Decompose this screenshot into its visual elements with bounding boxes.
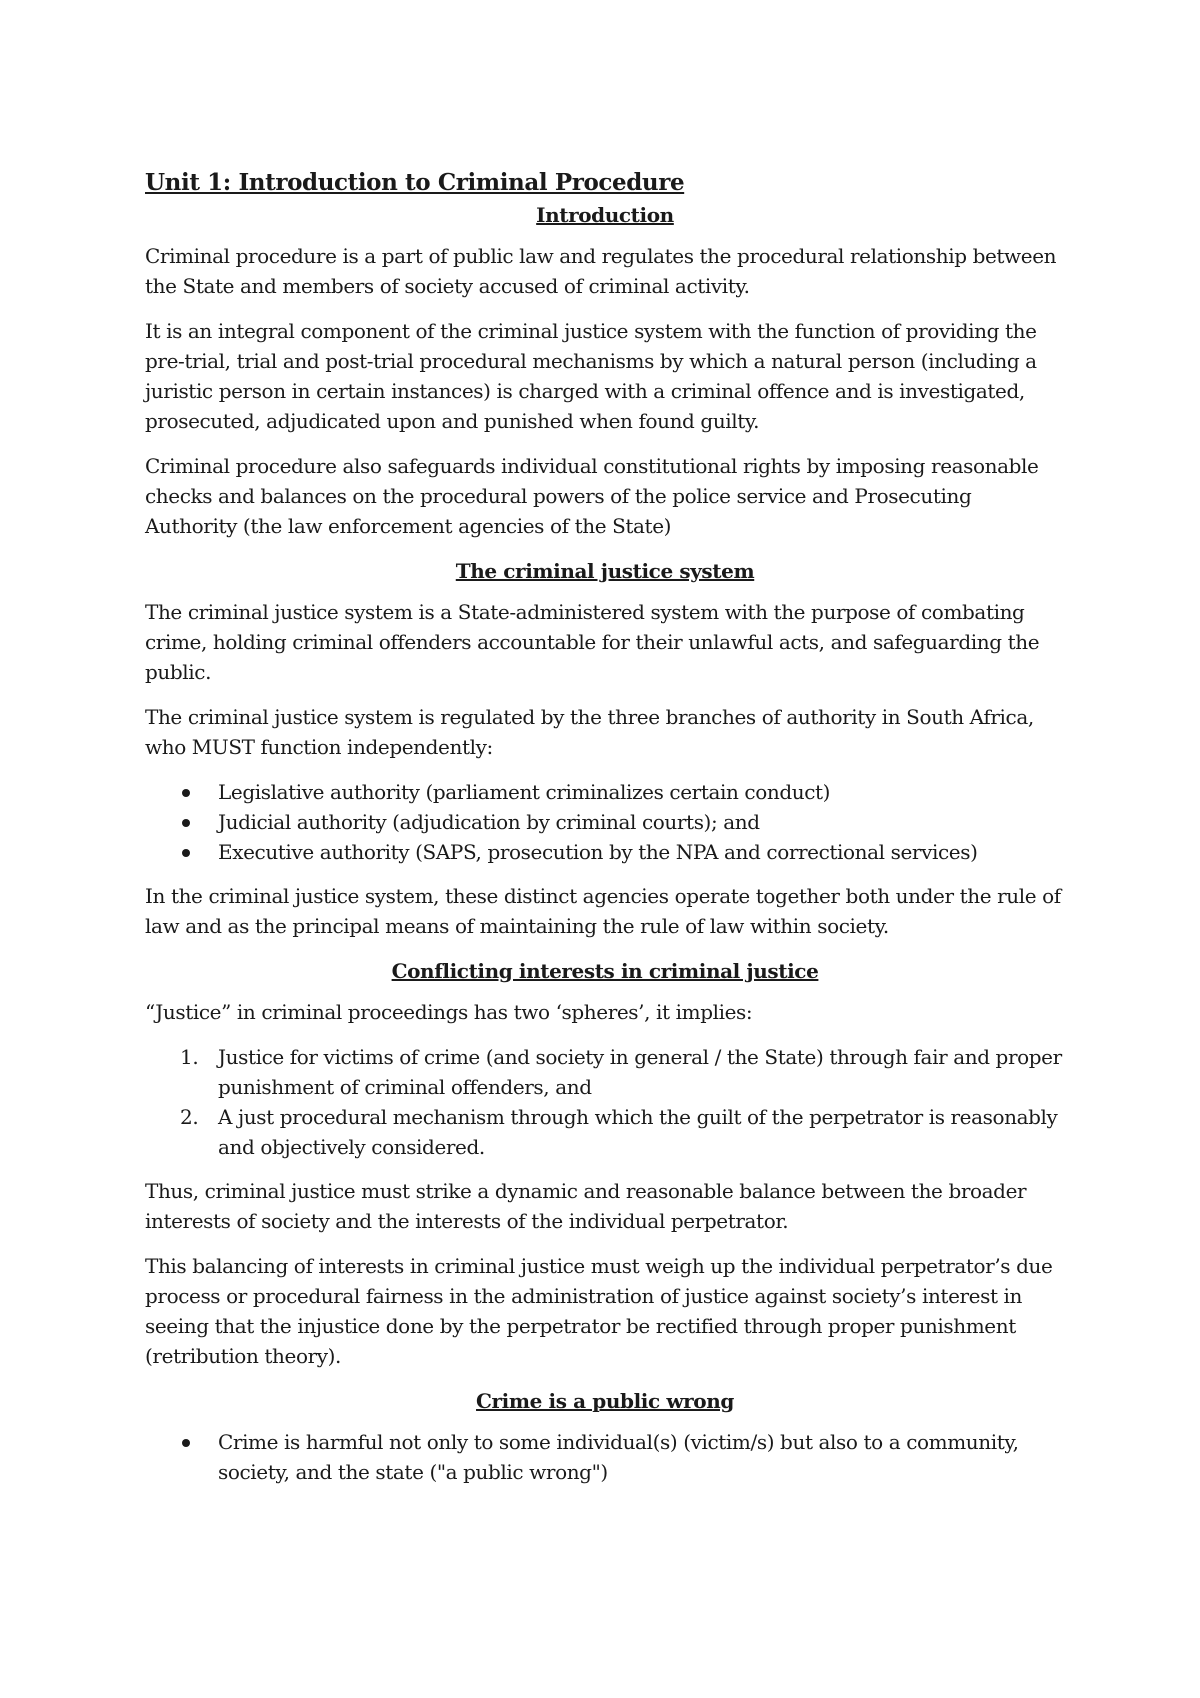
list-item-text: Justice for victims of crime (and society in general / the State) through fair and proper punishment of criminal offenders, and — [218, 1045, 1062, 1099]
document-page — [145, 168, 1065, 1501]
list-item — [180, 1102, 1065, 1162]
heading-introduction: Introduction — [536, 203, 674, 227]
system-paragraph-2: The criminal justice system is regulated by the three branches of authority in South Africa, who MUST function independently: — [145, 705, 1034, 759]
list-number: 1. — [180, 1045, 199, 1069]
list-number: 2. — [180, 1105, 199, 1129]
list-item — [218, 777, 1065, 807]
list-item — [218, 1427, 1065, 1487]
conflicting-intro-paragraph: “Justice” in criminal proceedings has two ‘spheres’, it implies: — [145, 1000, 753, 1024]
bullet-icon — [182, 789, 190, 797]
intro-paragraph-3: Criminal procedure also safeguards individual constitutional rights by imposing reasonable checks and balances on the procedural powers of the police service and Prosecuting Authority (the law enforcement agencies of the State) — [145, 454, 1039, 538]
conflicting-paragraph-2: This balancing of interests in criminal justice must weigh up the individual perpetrator’s due process or procedural fairness in the administration of justice against society’s interest in seeing that the injustice done by the perpetrator be rectified through proper punishment (retribution theory). — [145, 1254, 1053, 1368]
list-item-text: Judicial authority (adjudication by criminal courts); and — [218, 810, 760, 834]
heading-conflicting-interests: Conflicting interests in criminal justice — [391, 959, 819, 983]
spheres-list — [145, 1042, 1065, 1162]
system-closing-paragraph: In the criminal justice system, these distinct agencies operate together both under the rule of law and as the principal means of maintaining the rule of law within society. — [145, 884, 1061, 938]
public-wrong-list — [145, 1427, 1065, 1487]
intro-paragraph-1: Criminal procedure is a part of public law and regulates the procedural relationship between the State and members of society accused of criminal activity. — [145, 244, 1057, 298]
bullet-icon — [182, 1439, 190, 1447]
system-paragraph-1: The criminal justice system is a State-administered system with the purpose of combating crime, holding criminal offenders accountable for their unlawful acts, and safeguarding the public. — [145, 600, 1040, 684]
branches-list — [145, 777, 1065, 867]
document-title: Unit 1: Introduction to Criminal Procedure — [145, 169, 685, 196]
bullet-icon — [182, 849, 190, 857]
list-item — [218, 837, 1065, 867]
list-item — [180, 1042, 1065, 1102]
list-item-text: Crime is harmful not only to some individual(s) (victim/s) but also to a community, society, and the state ("a public wrong") — [218, 1430, 1019, 1484]
intro-paragraph-2: It is an integral component of the criminal justice system with the function of providing the pre-trial, trial and post-trial procedural mechanisms by which a natural person (including a juristic person in certain instances) is charged with a criminal offence and is investigated, prosecuted, adjudicated upon and punished when found guilty. — [145, 319, 1037, 433]
heading-criminal-justice-system: The criminal justice system — [455, 559, 755, 583]
list-item-text: Legislative authority (parliament criminalizes certain conduct) — [218, 780, 831, 804]
list-item-text: Executive authority (SAPS, prosecution by the NPA and correctional services) — [218, 840, 978, 864]
list-item — [218, 807, 1065, 837]
bullet-icon — [182, 819, 190, 827]
heading-public-wrong: Crime is a public wrong — [476, 1389, 734, 1413]
conflicting-paragraph-1: Thus, criminal justice must strike a dynamic and reasonable balance between the broader interests of society and the interests of the individual perpetrator. — [145, 1179, 1027, 1233]
list-item-text: A just procedural mechanism through which the guilt of the perpetrator is reasonably and objectively considered. — [218, 1105, 1058, 1159]
